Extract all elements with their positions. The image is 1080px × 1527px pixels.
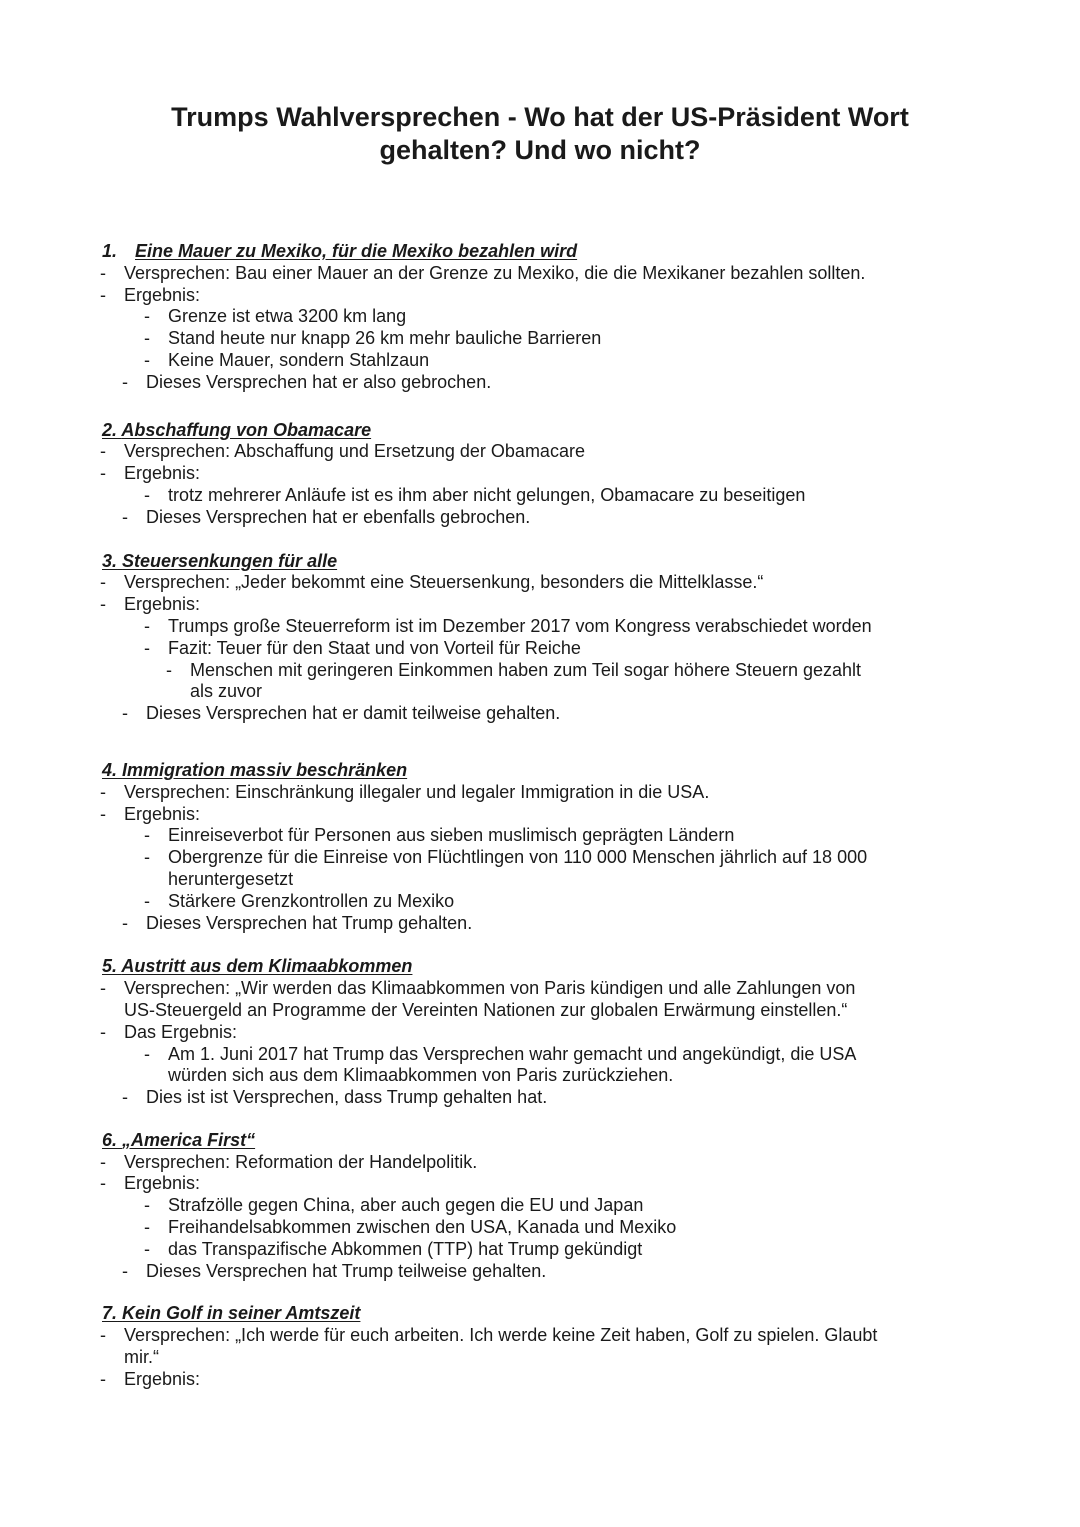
bullet-dash: -: [122, 371, 128, 392]
section-obamacare: [102, 420, 982, 529]
result-label: Ergebnis:: [124, 1173, 201, 1194]
result-item-continued: [102, 1065, 982, 1087]
document-body: [102, 241, 982, 1391]
conclusion-text: Dieses Versprechen hat Trump gehalten.: [146, 912, 473, 933]
section-heading: [102, 760, 982, 782]
promise-item: [102, 782, 982, 804]
conclusion-text: Dieses Versprechen hat er also gebrochen.: [146, 371, 492, 392]
result-item: [102, 825, 982, 847]
conclusion-item: [102, 703, 982, 725]
result-item-continued: [102, 869, 982, 891]
promise-item: [102, 978, 982, 1000]
result-text: Keine Mauer, sondern Stahlzaun: [168, 349, 430, 370]
result-item: [102, 485, 982, 507]
conclusion-item: [102, 913, 982, 935]
bullet-dash: -: [100, 1021, 106, 1042]
result-text-line-2: würden sich aus dem Klimaabkommen von Paris zurückziehen.: [168, 1065, 674, 1086]
bullet-dash: -: [100, 781, 106, 802]
bullet-dash: -: [144, 890, 150, 911]
bullet-dash: -: [144, 847, 150, 868]
promise-item-continued: [102, 1347, 982, 1369]
promise-item: [102, 572, 982, 594]
bullet-dash: -: [100, 594, 106, 615]
section-number: 7.: [102, 1303, 118, 1324]
result-text: Stand heute nur knapp 26 km mehr bauliche Barrieren: [168, 328, 602, 349]
result-text: Strafzölle gegen China, aber auch gegen die EU und Japan: [168, 1195, 644, 1216]
section-title: „America First“: [122, 1129, 256, 1150]
result-text-line-2: heruntergesetzt: [168, 868, 294, 889]
section-heading: [102, 420, 982, 442]
result-label-item: [102, 594, 982, 616]
section-heading: [102, 1130, 982, 1152]
section-tax-cuts: [102, 551, 982, 725]
result-label-item: [102, 804, 982, 826]
bullet-dash: -: [100, 572, 106, 593]
section-number: 4.: [102, 759, 118, 780]
result-item: [102, 350, 982, 372]
promise-text: Versprechen: Einschränkung illegaler und legaler Immigration in die USA.: [124, 781, 710, 802]
conclusion-text: Dieses Versprechen hat er ebenfalls gebrochen.: [146, 506, 531, 527]
section-heading: [102, 551, 982, 573]
promise-item: [102, 263, 982, 285]
section-heading: [102, 956, 982, 978]
conclusion-item: [102, 1087, 982, 1109]
promise-text-line-2: mir.“: [124, 1347, 159, 1368]
result-text: Trumps große Steuerreform ist im Dezember 2017 vom Kongress verabschiedet worden: [168, 615, 872, 636]
conclusion-item: [102, 507, 982, 529]
section-wall-mexico: [102, 241, 982, 394]
conclusion-text: Dieses Versprechen hat er damit teilweise gehalten.: [146, 703, 561, 724]
section-climate-agreement: [102, 956, 982, 1109]
section-title: Eine Mauer zu Mexiko, für die Mexiko bezahlen wird: [135, 241, 578, 261]
promise-text: Versprechen: Reformation der Handelpolitik.: [124, 1151, 478, 1172]
bullet-dash: -: [144, 615, 150, 636]
result-item: [102, 1217, 982, 1239]
result-label: Ergebnis:: [124, 284, 201, 305]
section-america-first: [102, 1130, 982, 1283]
promise-item: [102, 1152, 982, 1174]
bullet-dash: -: [100, 284, 106, 305]
bullet-dash: -: [100, 441, 106, 462]
section-number: 1.: [102, 241, 118, 261]
result-label-item: [102, 1022, 982, 1044]
section-number: 5.: [102, 956, 118, 977]
result-item: [102, 891, 982, 913]
result-item: [102, 1044, 982, 1066]
sub-result-item-continued: [102, 681, 982, 703]
title-line-1: Trumps Wahlversprechen - Wo hat der US-Präsident Wort: [171, 102, 909, 132]
bullet-dash: -: [100, 803, 106, 824]
result-label-item: [102, 1173, 982, 1195]
section-number: 3.: [102, 550, 118, 571]
section-title: Steuersenkungen für alle: [122, 550, 338, 571]
result-label: Das Ergebnis:: [124, 1021, 238, 1042]
bullet-dash: -: [100, 463, 106, 484]
bullet-dash: -: [100, 1325, 106, 1346]
sub-result-item: [102, 660, 982, 682]
result-label: Ergebnis:: [124, 594, 201, 615]
bullet-dash: -: [144, 1217, 150, 1238]
bullet-dash: -: [144, 306, 150, 327]
result-item: [102, 616, 982, 638]
result-text: das Transpazifische Abkommen (TTP) hat Trump gekündigt: [168, 1238, 643, 1259]
promise-item-continued: [102, 1000, 982, 1022]
result-text: Fazit: Teuer für den Staat und von Vorteil für Reiche: [168, 637, 581, 658]
section-title: Immigration massiv beschränken: [122, 759, 408, 780]
section-number: 6.: [102, 1129, 118, 1150]
bullet-dash: -: [144, 328, 150, 349]
result-text: Grenze ist etwa 3200 km lang: [168, 306, 407, 327]
section-title: Kein Golf in seiner Amtszeit: [122, 1303, 361, 1324]
bullet-dash: -: [100, 262, 106, 283]
result-item: [102, 306, 982, 328]
result-text: trotz mehrerer Anläufe ist es ihm aber nicht gelungen, Obamacare zu beseitigen: [168, 484, 806, 505]
result-text-line-1: Am 1. Juni 2017 hat Trump das Versprechen wahr gemacht und angekündigt, die USA: [168, 1043, 857, 1064]
document-title: [100, 101, 980, 167]
bullet-dash: -: [100, 1151, 106, 1172]
promise-text: Versprechen: Bau einer Mauer an der Grenze zu Mexiko, die die Mexikaner bezahlen sollten.: [124, 262, 866, 283]
promise-text: Versprechen: „Jeder bekommt eine Steuersenkung, besonders die Mittelklasse.“: [124, 572, 764, 593]
promise-text-line-1: Versprechen: „Ich werde für euch arbeiten. Ich werde keine Zeit haben, Golf zu spielen. Glaubt: [124, 1325, 878, 1346]
bullet-dash: -: [144, 637, 150, 658]
bullet-dash: -: [122, 506, 128, 527]
conclusion-item: [102, 372, 982, 394]
bullet-dash: -: [144, 484, 150, 505]
section-title: Abschaffung von Obamacare: [121, 419, 372, 440]
section-heading: [102, 241, 982, 263]
bullet-dash: -: [122, 1260, 128, 1281]
bullet-dash: -: [122, 1087, 128, 1108]
bullet-dash: -: [100, 1368, 106, 1389]
title-line-2: gehalten? Und wo nicht?: [379, 135, 701, 165]
bullet-dash: -: [166, 659, 172, 680]
result-text-line-1: Obergrenze für die Einreise von Flüchtlingen von 110 000 Menschen jährlich auf 18 000: [168, 847, 868, 868]
bullet-dash: -: [144, 1238, 150, 1259]
result-text: Stärkere Grenzkontrollen zu Mexiko: [168, 890, 455, 911]
sub-result-text-line-1: Menschen mit geringeren Einkommen haben zum Teil sogar höhere Steuern gezahlt: [190, 659, 862, 680]
promise-item: [102, 1325, 982, 1347]
result-label: Ergebnis:: [124, 1368, 201, 1389]
promise-text-line-2: US-Steuergeld an Programme der Vereinten Nationen zur globalen Erwärmung einstellen.“: [124, 999, 848, 1020]
bullet-dash: -: [144, 349, 150, 370]
promise-text-line-1: Versprechen: „Wir werden das Klimaabkommen von Paris kündigen und alle Zahlungen von: [124, 978, 856, 999]
section-title: Austritt aus dem Klimaabkommen: [121, 956, 413, 977]
section-number: 2.: [102, 419, 118, 440]
section-no-golf: [102, 1303, 982, 1390]
promise-item: [102, 441, 982, 463]
result-label: Ergebnis:: [124, 463, 201, 484]
result-label-item: [102, 1369, 982, 1391]
section-heading: [102, 1303, 982, 1325]
promise-text: Versprechen: Abschaffung und Ersetzung der Obamacare: [124, 441, 585, 462]
bullet-dash: -: [122, 912, 128, 933]
result-label-item: [102, 463, 982, 485]
bullet-dash: -: [100, 978, 106, 999]
result-text: Einreiseverbot für Personen aus sieben muslimisch geprägten Ländern: [168, 825, 735, 846]
conclusion-text: Dies ist ist Versprechen, dass Trump gehalten hat.: [146, 1087, 548, 1108]
result-text: Freihandelsabkommen zwischen den USA, Kanada und Mexiko: [168, 1217, 677, 1238]
result-item: [102, 1195, 982, 1217]
result-label: Ergebnis:: [124, 803, 201, 824]
conclusion-item: [102, 1261, 982, 1283]
result-label-item: [102, 285, 982, 307]
section-immigration: [102, 760, 982, 934]
result-item: [102, 638, 982, 660]
bullet-dash: -: [144, 1043, 150, 1064]
result-item: [102, 328, 982, 350]
result-item: [102, 847, 982, 869]
bullet-dash: -: [122, 703, 128, 724]
bullet-dash: -: [100, 1173, 106, 1194]
sub-result-text-line-2: als zuvor: [190, 681, 263, 702]
bullet-dash: -: [144, 1195, 150, 1216]
result-item: [102, 1239, 982, 1261]
bullet-dash: -: [144, 825, 150, 846]
conclusion-text: Dieses Versprechen hat Trump teilweise gehalten.: [146, 1260, 547, 1281]
